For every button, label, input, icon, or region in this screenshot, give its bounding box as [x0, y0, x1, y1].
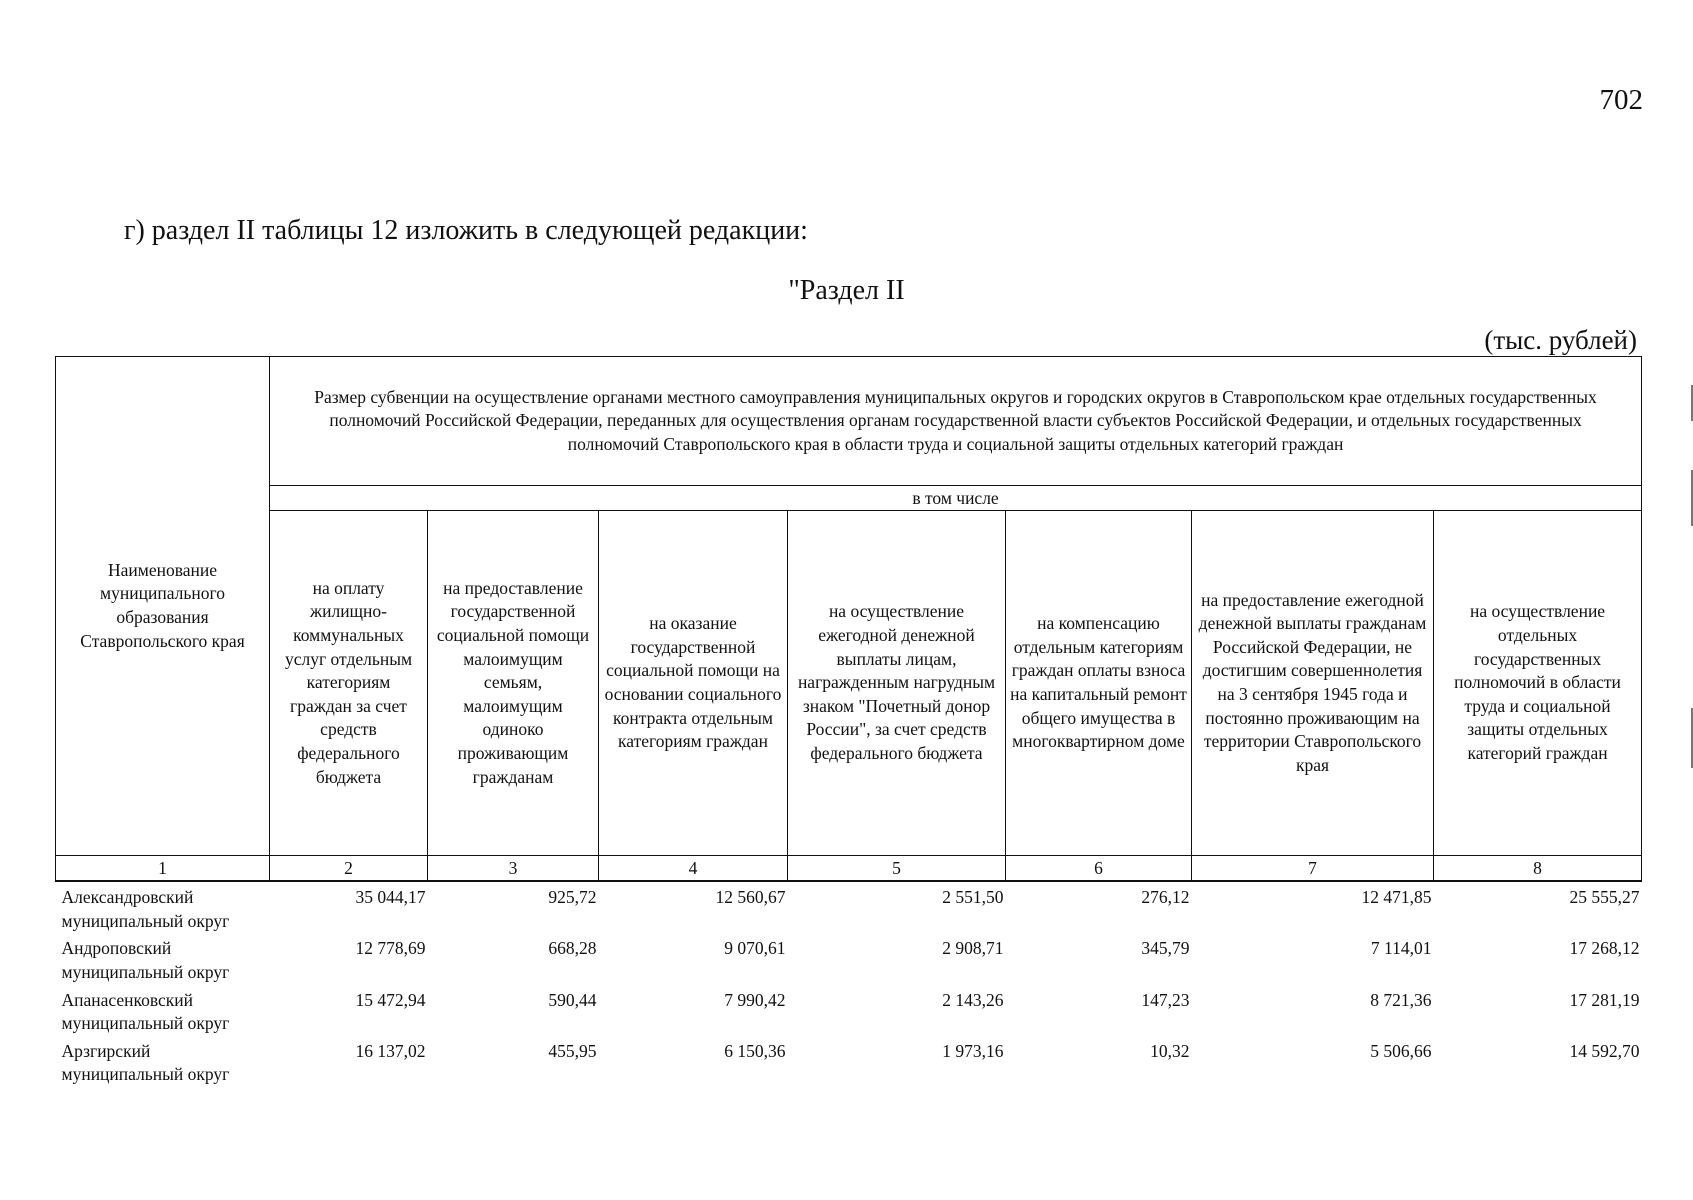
table-cell: 12 471,85 [1361, 887, 1432, 907]
intro-text: г) раздел II таблицы 12 изложить в следующей редакции: [124, 215, 808, 246]
column-number: 5 [788, 856, 1006, 882]
municipality-name: Андроповский муниципальный округ [61, 938, 230, 982]
table-cell: 25 555,27 [1569, 887, 1640, 907]
table-cell: 9 070,61 [724, 938, 786, 959]
table-cell: 8 721,36 [1370, 989, 1432, 1010]
table-cell: 925,72 [548, 887, 597, 907]
subvention-table [55, 356, 1642, 1087]
table-cell: 147,23 [1141, 989, 1190, 1010]
table-cell: 345,79 [1141, 938, 1190, 959]
table-row [56, 881, 1642, 933]
table-cell: 2 143,26 [942, 989, 1004, 1010]
table-cell: 17 281,19 [1569, 989, 1640, 1010]
table-row [56, 1036, 1642, 1087]
header-col-6: на компенсацию отдельным категориям граждан оплаты взноса на капитальный ремонт общего имущества в многоквартирном доме [1006, 511, 1192, 856]
section-title: "Раздел II [788, 275, 905, 306]
column-number: 6 [1006, 856, 1192, 882]
table-cell: 10,32 [1150, 1040, 1190, 1061]
header-col-2: на оплату жилищно-коммунальных услуг отдельным категориям граждан за счет средств федерального бюджета [270, 511, 428, 856]
table-cell: 5 506,66 [1370, 1040, 1432, 1061]
table-cell: 2 551,50 [942, 887, 1004, 907]
municipality-name: Арзгирский муниципальный округ [61, 1040, 230, 1085]
table-row [56, 933, 1642, 984]
header-col-4: на оказание государственной социальной помощи на основании социального контракта отдельным категориям граждан [599, 511, 788, 856]
municipality-name: Апанасенковский муниципальный округ [61, 989, 230, 1034]
table-cell: 16 137,02 [355, 1040, 426, 1061]
municipality-name: Александровский муниципальный округ [61, 887, 230, 931]
table-cell: 12 560,67 [715, 887, 786, 907]
column-number: 1 [56, 856, 270, 882]
units-label: (тыс. рублей) [1484, 325, 1637, 355]
header-col-5: на осуществление ежегодной денежной выплаты лицам, награжденным нагрудным знаком "Почетный донор России", за счет средств федерального бюджета [788, 511, 1006, 856]
header-municipality-name: Наименование муниципального образования Ставропольского края [56, 357, 270, 856]
table-cell: 7 114,01 [1370, 938, 1432, 959]
table-cell: 35 044,17 [355, 887, 426, 907]
subvention-table-container [55, 356, 1641, 1087]
table-cell: 12 778,69 [355, 938, 426, 959]
column-number: 3 [428, 856, 599, 882]
header-col-3: на предоставление государственной социальной помощи малоимущим семьям, малоимущим одиноко проживающим гражданам [428, 511, 599, 856]
table-row [56, 985, 1642, 1036]
column-number: 7 [1192, 856, 1434, 882]
header-subvention-total: Размер субвенции на осуществление органами местного самоуправления муниципальных округов и городских округов в Ставропольском крае отдельных государственных полномочий Российской Федерации, переданных для осуществления органам государственной власти субъектов Российской Федерации, и отдельных государственных полномочий Ставропольского края в области труда и социальной защиты отдельных категорий граждан [270, 357, 1642, 486]
table-cell: 2 908,71 [942, 938, 1004, 959]
table-cell: 590,44 [548, 989, 597, 1010]
page-number: 702 [1599, 84, 1643, 116]
table-cell: 15 472,94 [355, 989, 426, 1010]
column-number: 8 [1434, 856, 1642, 882]
table-cell: 455,95 [548, 1040, 597, 1061]
table-cell: 7 990,42 [724, 989, 786, 1010]
column-number: 2 [270, 856, 428, 882]
header-col-8: на осуществление отдельных государственных полномочий в области труда и социальной защиты отдельных категорий граждан [1434, 511, 1642, 856]
table-cell: 668,28 [548, 938, 597, 959]
table-cell: 276,12 [1141, 887, 1190, 907]
table-cell: 17 268,12 [1569, 938, 1640, 959]
table-cell: 1 973,16 [942, 1040, 1004, 1061]
column-number: 4 [599, 856, 788, 882]
header-including: в том числе [270, 486, 1642, 511]
table-cell: 14 592,70 [1569, 1040, 1640, 1061]
header-col-7: на предоставление ежегодной денежной выплаты гражданам Российской Федерации, не достигшим совершеннолетия на 3 сентября 1945 года и постоянно проживающим на территории Ставропольского края [1192, 511, 1434, 856]
table-cell: 6 150,36 [724, 1040, 786, 1061]
column-number-row [56, 856, 1642, 882]
